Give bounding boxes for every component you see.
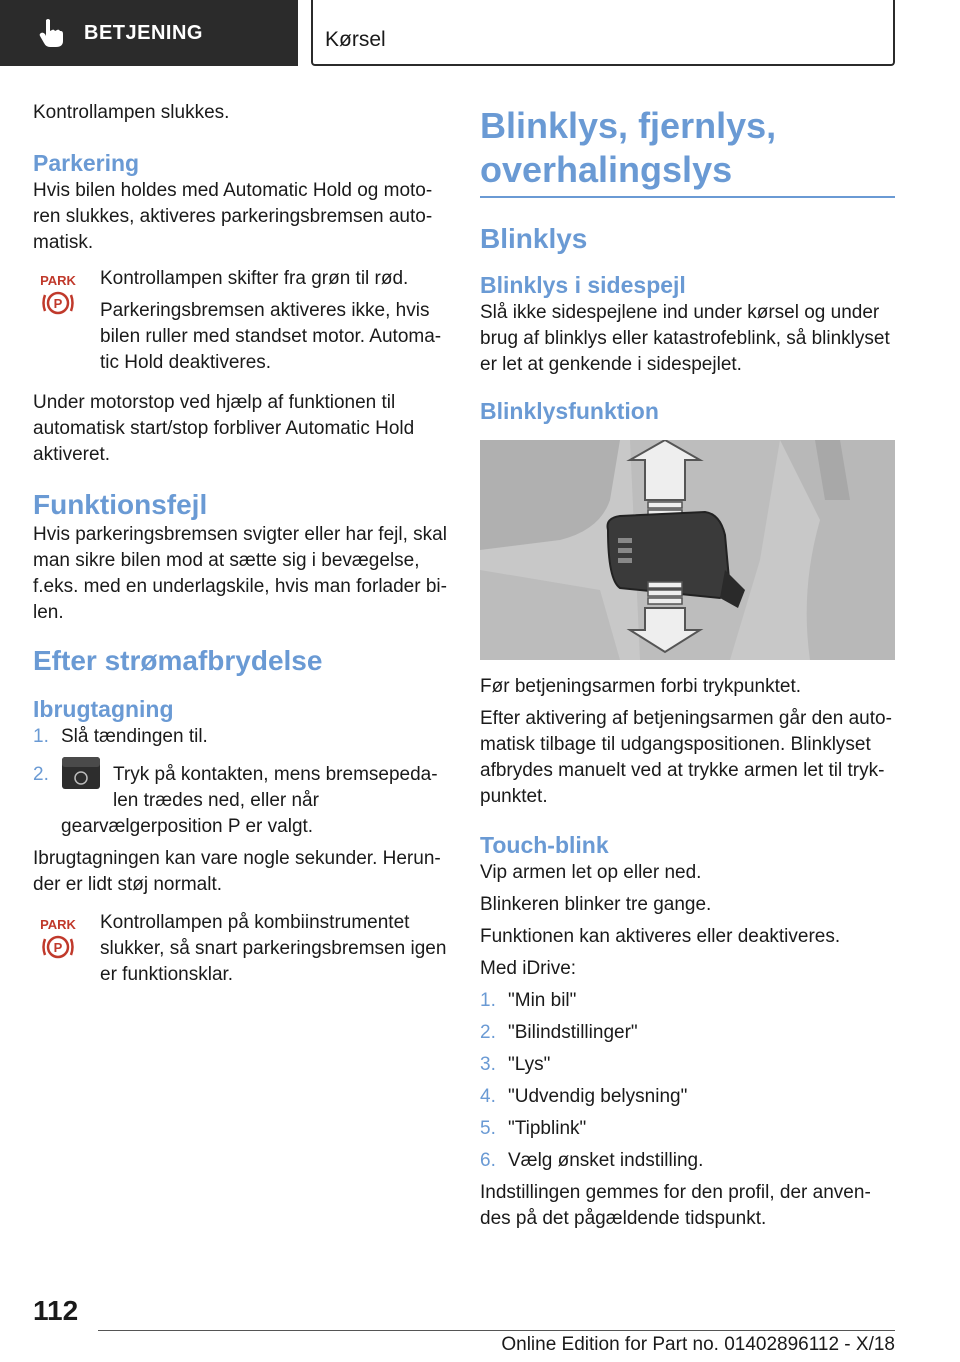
paragraph: Vip armen let op eller ned.: [480, 862, 702, 883]
heading-touch-blink: Touch-blink: [480, 832, 609, 858]
step-number: 5.: [480, 1118, 496, 1139]
heading-rule: [480, 196, 895, 198]
right-column: [480, 104, 895, 1238]
heading-parkering: Parkering: [33, 150, 140, 176]
svg-text:PARK: PARK: [40, 273, 76, 288]
list-item: [480, 1020, 895, 1046]
step-number: 6.: [480, 1150, 496, 1171]
step-text: "Tipblink": [508, 1118, 587, 1139]
heading-funktionsfejl: Funktionsfejl: [33, 489, 208, 520]
section-title: BETJENING: [84, 21, 203, 44]
hand-pointer-icon: [38, 18, 64, 48]
heading-sidespejl: Blinklys i sidespejl: [480, 272, 686, 298]
list-item: [480, 988, 895, 1014]
step-text: "Udvendig belysning": [508, 1086, 688, 1107]
step-text: "Lys": [508, 1054, 551, 1075]
step-number: 1.: [480, 990, 496, 1011]
chapter-title: Kørsel: [311, 0, 895, 66]
note-text: Parkeringsbremsen aktiveres ikke, hvis bilen ruller med standset motor. Automatic Hold deaktiveres.: [100, 300, 442, 373]
list-item: [480, 1084, 895, 1110]
paragraph: Før betjeningsarmen forbi trykpunktet.: [480, 676, 802, 697]
step-text: "Bilindstillinger": [508, 1022, 638, 1043]
footer-rule: [98, 1330, 895, 1331]
list-item: [480, 1148, 895, 1174]
step-text: Slå tændingen til.: [61, 726, 208, 747]
step-text: Vælg ønsket indstilling.: [508, 1150, 704, 1171]
step-text: "Min bil": [508, 990, 577, 1011]
heading-strom: Efter strømafbrydelse: [33, 645, 323, 676]
paragraph: Under motorstop ved hjælp af funktionen til automatisk start/stop forbliver Automatic Hold aktiveret.: [33, 392, 415, 465]
heading-ibrugtagning: Ibrugtagning: [33, 696, 174, 722]
paragraph: Kontrollampen slukkes.: [33, 102, 230, 123]
step-number: 2.: [480, 1022, 496, 1043]
note-text: Kontrollampen skifter fra grøn til rød.: [100, 268, 409, 289]
left-column: [33, 100, 448, 994]
turn-signal-stalk-illustration: [480, 440, 895, 660]
paragraph: Slå ikke sidespejlene ind under kørsel og under brug af blinklys eller katastrofeblink, så blinklyset er let at genkende i sidespejlet.: [480, 302, 890, 375]
svg-text:P: P: [53, 940, 63, 955]
section-tab: [0, 0, 298, 66]
heading-blinklysfunktion: Blinklysfunktion: [480, 398, 659, 424]
park-brake-indicator-icon: [33, 914, 83, 964]
park-brake-indicator-icon: [33, 270, 83, 320]
paragraph: Hvis bilen holdes med Automatic Hold og motoren slukkes, aktiveres parkeringsbremsen automatisk.: [33, 180, 433, 253]
paragraph: Hvis parkeringsbremsen svigter eller har fejl, skal man sikre bilen mod at sætte sig i bevægelse, f.eks. med en underlagskile, hvis man forlader bilen.: [33, 524, 447, 623]
list-item: [33, 724, 448, 750]
list-item: [480, 1052, 895, 1078]
page-number: 112: [33, 1295, 79, 1326]
svg-text:PARK: PARK: [40, 917, 76, 932]
note-text: Kontrollampen på kombiinstrumentet slukker, så snart parkeringsbremsen igen er funktionsklar.: [100, 912, 447, 985]
section-heading: Blinklys, fjernlys, overhalingslys: [480, 105, 777, 190]
paragraph: Funktionen kan aktiveres eller deaktiveres.: [480, 926, 841, 947]
idrive-steps-list: [480, 988, 895, 1174]
paragraph: Blinkeren blinker tre gange.: [480, 894, 712, 915]
step-text: Tryk på kontakten, mens bremsepedalen trædes ned, eller når gearvælgerposition P er valgt.: [61, 764, 438, 837]
paragraph: Efter aktivering af betjeningsarmen går den automatisk tilbage til udgangspositionen. Blinklyset afbrydes manuelt ved at trykke armen let til trykpunktet.: [480, 708, 892, 807]
paragraph: Med iDrive:: [480, 958, 577, 979]
step-number: 1.: [33, 726, 49, 747]
steps-list: [33, 724, 448, 840]
paragraph: Ibrugtagningen kan vare nogle sekunder. Herunder er lidt støj normalt.: [33, 848, 441, 895]
step-number: 2.: [33, 764, 49, 785]
parking-brake-switch-icon: [61, 756, 101, 790]
heading-blinklys: Blinklys: [480, 223, 588, 254]
list-item: [480, 1116, 895, 1142]
svg-text:P: P: [53, 296, 63, 311]
edition-note: Online Edition for Part no. 01402896112 - X/18: [501, 1334, 895, 1355]
list-item: [33, 762, 448, 840]
step-number: 4.: [480, 1086, 496, 1107]
step-number: 3.: [480, 1054, 496, 1075]
paragraph: Indstillingen gemmes for den profil, der anvendes på det pågældende tidspunkt.: [480, 1182, 871, 1229]
note-park-indicator: [33, 266, 448, 376]
note-park-indicator-2: [33, 910, 448, 988]
